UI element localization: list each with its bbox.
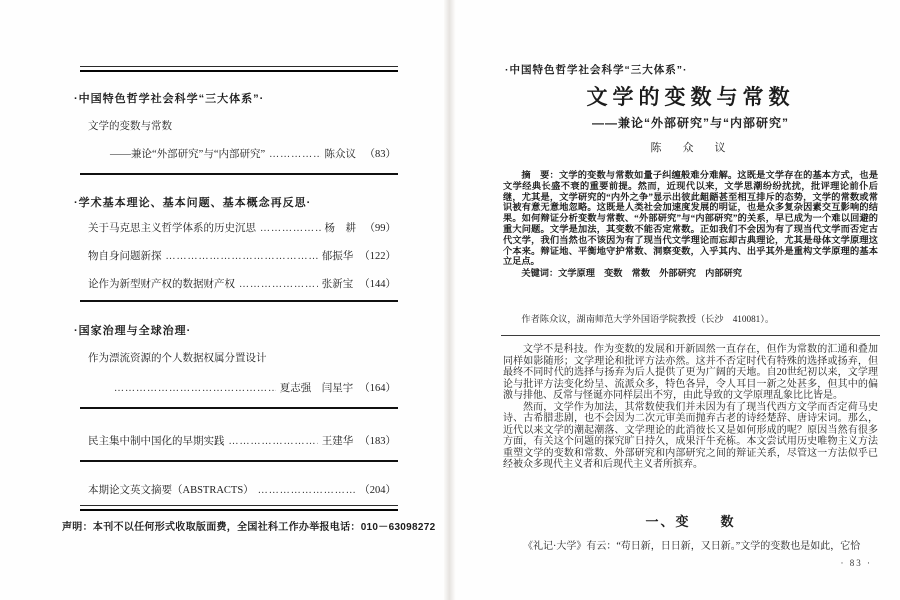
dot-leader bbox=[229, 436, 318, 447]
body-paragraph-1: 文学不是科技。作为变数的发展和开新固然一直存在，但作为常数的汇通和叠加同样如影随形；文学理论和批评方法亦然。这并不否定时代有特殊的选择或扬弃，但最终不同时代的选择与扬弃为后人提供了更为广阔的天地。自20世纪初以来，文学理论与批评方法变化纷呈、流派众多，特色各异，令人耳目一新之处甚多，但其中的偏激与排他、反常与怪诞亦同样层出不穷，由此导致的文学原理乱象比比皆是。 bbox=[503, 344, 878, 401]
toc-entry-author: 陈众议 bbox=[324, 149, 356, 160]
toc-entry-title-text: 文学的变数与常数 bbox=[88, 121, 172, 132]
toc-entry-page: （204） bbox=[359, 485, 396, 496]
section-divider bbox=[80, 173, 398, 175]
toc-entry-page: （144） bbox=[359, 279, 396, 290]
dot-leader bbox=[260, 223, 321, 234]
toc-section-header-1: ·中国特色哲学社会科学“三大体系”· bbox=[74, 93, 265, 105]
toc-abstracts-row bbox=[88, 482, 396, 497]
toc-entry-author: 王建华 bbox=[321, 436, 354, 447]
toc-entry-title-text: 物自身问题新探 bbox=[88, 251, 162, 262]
toc-entry-continuation-row bbox=[110, 380, 396, 395]
toc-entry-title-text: 论作为新型财产权的数据财产权 bbox=[88, 279, 235, 290]
toc-entry-subtitle-row bbox=[110, 146, 396, 161]
toc-entry-page: （164） bbox=[359, 383, 396, 394]
dot-leader bbox=[239, 279, 318, 290]
toc-entry-row bbox=[88, 433, 396, 448]
toc-section-header-2: ·学术基本理论、基本问题、基本概念再反思· bbox=[74, 197, 312, 209]
toc-entry-author: 张新宝 bbox=[321, 279, 354, 290]
toc-section-header-3: ·国家治理与全球治理· bbox=[74, 325, 192, 337]
abstract-block bbox=[503, 170, 878, 279]
article-page bbox=[503, 0, 878, 600]
section-divider bbox=[80, 300, 398, 302]
toc-entry-page: （122） bbox=[359, 251, 396, 262]
toc-entry-title-text: 民主集中制中国化的早期实践 bbox=[88, 436, 225, 447]
toc-top-rule bbox=[80, 66, 398, 72]
article-column-header: ·中国特色哲学社会科学“三大体系”· bbox=[505, 64, 688, 76]
body-paragraph-2: 然而，文学作为加法，其常数使我们并未因为有了现当代西方文学而否定荷马史诗、古希腊悲剧，也不会因为二次元审美而抛弃古老的诗经楚辞、唐诗宋词。那么，近代以来文学的潮起潮落、文学理论的此消彼长又是如何形成的呢？原因当然有很多方面，有关这个问题的探究旷日持久，成果汗牛充栋。本文尝试用历史唯物主义方法重塑文学的变数和常数、外部研究和内部研究之间的辩证关系，尽管这一方法似乎已经被众多现代主义者和后现代主义者所摈弃。 bbox=[503, 401, 878, 470]
toc-entry-author: 夏志强 闫星宇 bbox=[279, 383, 354, 394]
toc-entry-title-text: 作为漂流资源的个人数据权属分置设计 bbox=[88, 353, 267, 364]
abstract-label: 摘 要： bbox=[521, 170, 559, 180]
author-affiliation-note: 作者陈众议，湖南师范大学外国语学院教授（长沙 410081）。 bbox=[521, 314, 775, 324]
dot-leader bbox=[269, 149, 320, 160]
toc-entry-subtitle-text: ——兼论“外部研究”与“内部研究” bbox=[110, 149, 266, 160]
toc-entry-title-text: 本期论文英文摘要（ABSTRACTS） bbox=[88, 485, 254, 496]
no-fee-disclaimer: 声明：本刊不以任何形式收取版面费，全国社科工作办举报电话：010－63098272 bbox=[62, 522, 436, 533]
article-subtitle: ——兼论“外部研究”与“内部研究” bbox=[591, 116, 789, 130]
toc-entry-author: 杨 耕 bbox=[324, 223, 356, 234]
abstract-paragraph bbox=[503, 170, 878, 267]
toc-entry-page: （99） bbox=[364, 223, 396, 234]
abstract-divider-rule bbox=[501, 335, 880, 336]
dot-leader bbox=[166, 251, 318, 262]
toc-entry-title bbox=[88, 118, 396, 133]
dot-leader bbox=[258, 485, 356, 496]
abstract-text: 文学的变数与常数如量子纠缠般难分难解。这既是文学存在的基本方式，也是文学经典长盛不衰的重要前提。然而，近现代以来，文学思潮纷纷扰扰，批评理论前仆后继，尤其是，文学研究的“内外之争”显示出彼此龃龉甚至相互排斥的态势，文学的常数或常识被有意无意地忽略。这既是人类社会加速度发展的明证，也是众多复杂因素交互影响的结果。如何辩证分析变数与常数、“外部研究”与“内部研究”的关系，早已成为一个难以回避的重大问题。文学是加法，其变数不能否定常数。正如我们不会因为有了现当代文学而否定古代文学，我们当然也不该因为有了现当代文学理论而忘却古典理论，尤其是母体文学原理这个本来。辩证地、平衡地守护常数、洞察变数，入乎其内、出乎其外是重构文学原理的基本立足点。 bbox=[503, 170, 879, 267]
keywords-text: 文学原理 变数 常数 外部研究 内部研究 bbox=[558, 268, 742, 279]
toc-entry-author: 郁振华 bbox=[321, 251, 354, 262]
article-author: 陈 众 议 bbox=[650, 142, 731, 154]
toc-entry-title bbox=[88, 350, 396, 365]
keywords-line bbox=[503, 268, 878, 279]
article-title: 文学的变数与常数 bbox=[586, 86, 795, 109]
keywords-label: 关键词： bbox=[521, 268, 559, 279]
section-divider bbox=[80, 460, 398, 462]
toc-entry-page: （183） bbox=[359, 436, 396, 447]
toc-entry-row bbox=[88, 248, 396, 263]
dot-leader bbox=[114, 383, 276, 394]
toc-entry-title-text: 关于马克思主义哲学体系的历史沉思 bbox=[88, 223, 256, 234]
page-number: · 83 · bbox=[840, 558, 872, 568]
toc-bottom-rule bbox=[80, 505, 398, 511]
article-body bbox=[503, 344, 878, 471]
section-opening-line: 《礼记·大学》有云：“苟日新，日日新，又日新。”文学的变数也是如此，它恰 bbox=[523, 541, 861, 552]
toc-entry-row bbox=[88, 276, 396, 291]
toc-page bbox=[62, 0, 436, 600]
section-divider bbox=[80, 407, 398, 409]
toc-entry-row bbox=[88, 220, 396, 235]
toc-entry-page: （83） bbox=[364, 149, 396, 160]
page-gutter-shadow bbox=[444, 0, 456, 600]
section-heading-1: 一、变 数 bbox=[645, 514, 736, 529]
